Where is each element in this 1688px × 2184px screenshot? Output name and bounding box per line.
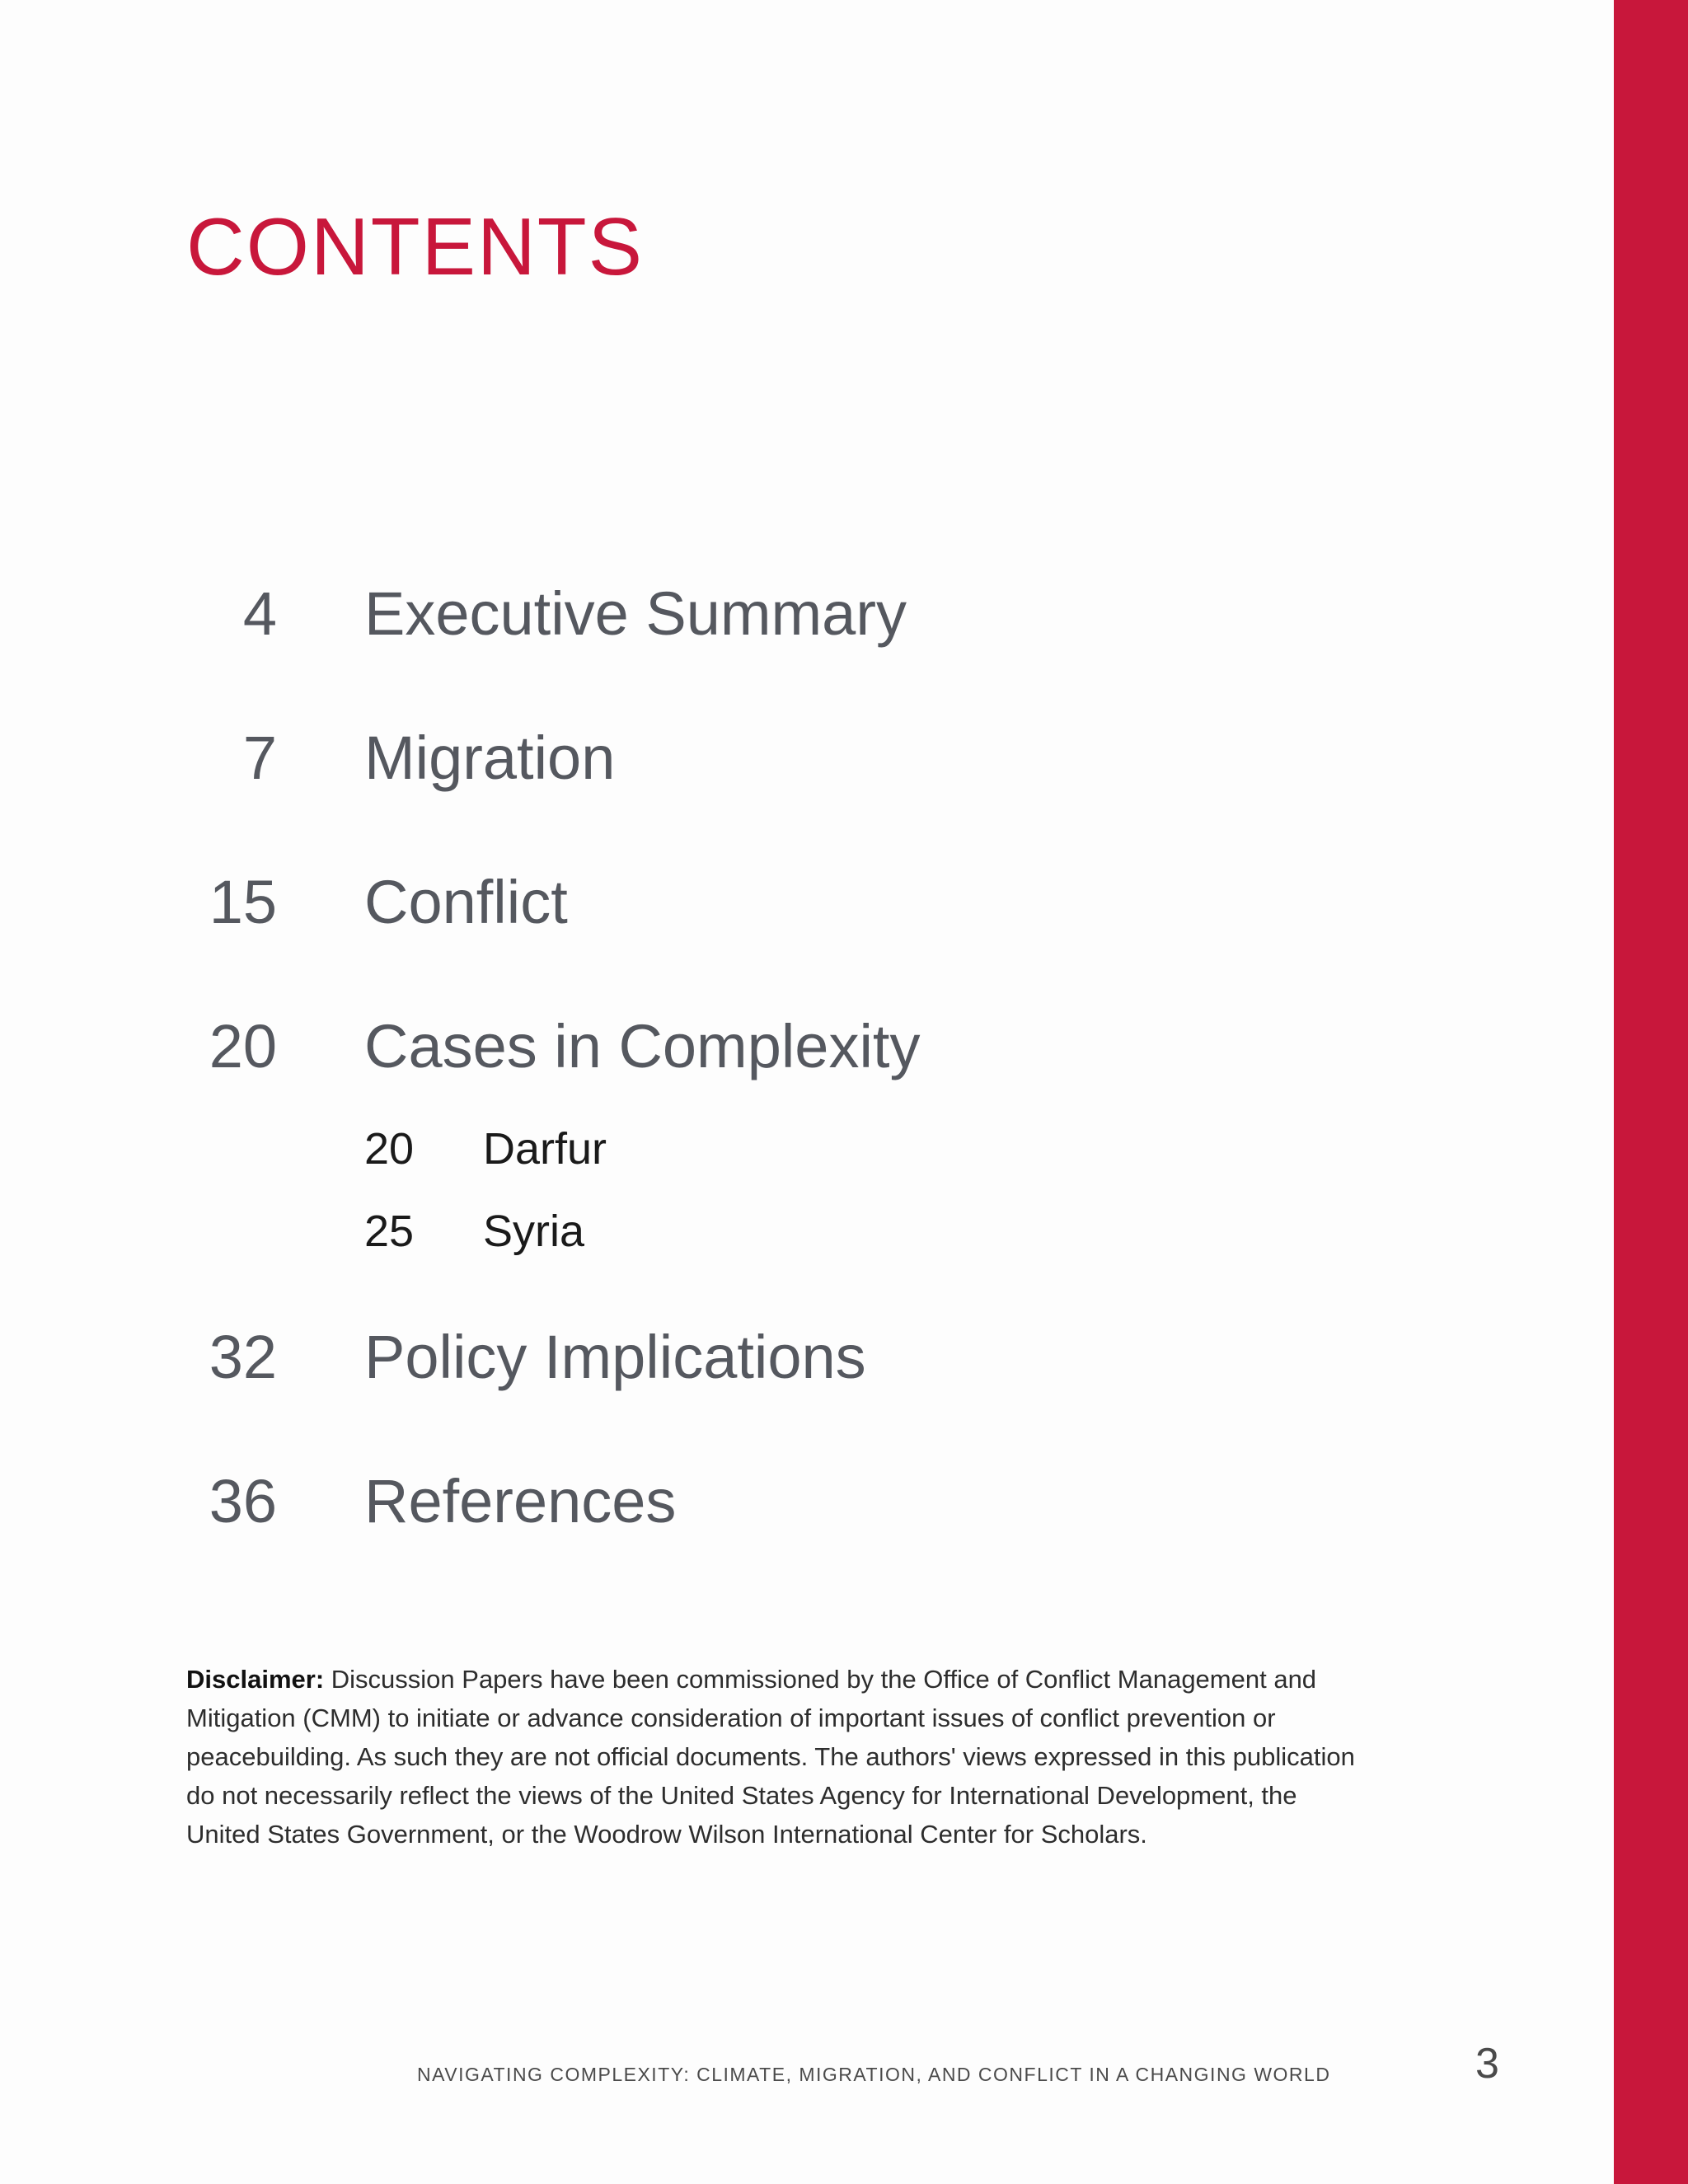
toc-label: Conflict [364,868,568,936]
toc-label: Migration [364,724,616,792]
toc-subentry-page-number: 25 [364,1207,415,1256]
toc-page-number: 32 [209,1323,277,1391]
toc-label: References [364,1467,677,1535]
toc-entry-references[interactable] [0,1460,989,1543]
toc-subentry-page-number: 20 [364,1124,415,1174]
toc-entry-policy-implications[interactable] [0,1316,989,1399]
toc-subentry-syria[interactable] [0,1202,989,1260]
toc-subentry-darfur[interactable] [0,1120,989,1178]
toc-label: Executive Summary [364,579,907,648]
disclaimer [186,1660,1373,1854]
toc-label: Policy Implications [364,1323,866,1391]
toc-page-number: 15 [209,868,277,936]
toc-subentry-label: Syria [483,1207,585,1256]
toc-page-number: 7 [242,724,277,792]
page-title: CONTENTS [186,201,644,292]
toc-page-number: 4 [242,579,277,648]
toc-entry-executive-summary[interactable] [0,573,989,655]
toc-entry-conflict[interactable] [0,861,989,944]
disclaimer-label: Disclaimer: [186,1665,325,1694]
toc-page-number: 36 [209,1467,277,1535]
toc-label: Cases in Complexity [364,1012,921,1080]
running-footer-title: NAVIGATING COMPLEXITY: CLIMATE, MIGRATION, AND CONFLICT IN A CHANGING WORLD [417,2064,1331,2085]
toc-subentry-label: Darfur [483,1124,607,1174]
toc-entry-migration[interactable] [0,717,989,799]
page-number: 3 [1475,2040,1499,2088]
toc-entry-cases-in-complexity[interactable] [0,1005,989,1088]
toc-page-number: 20 [209,1012,277,1080]
disclaimer-text: Discussion Papers have been commissioned by the Office of Conflict Management and Mitigation (CMM) to initiate or advance consideration of important issues of conflict prevention or peacebuilding. As such they are not official documents. The authors' views expressed in this publication do not necessarily reflect the views of the United States Agency for International Development, the United States Government, or the Woodrow Wilson International Center for Scholars. [186,1665,1355,1849]
red-side-bar [1614,0,1688,2184]
